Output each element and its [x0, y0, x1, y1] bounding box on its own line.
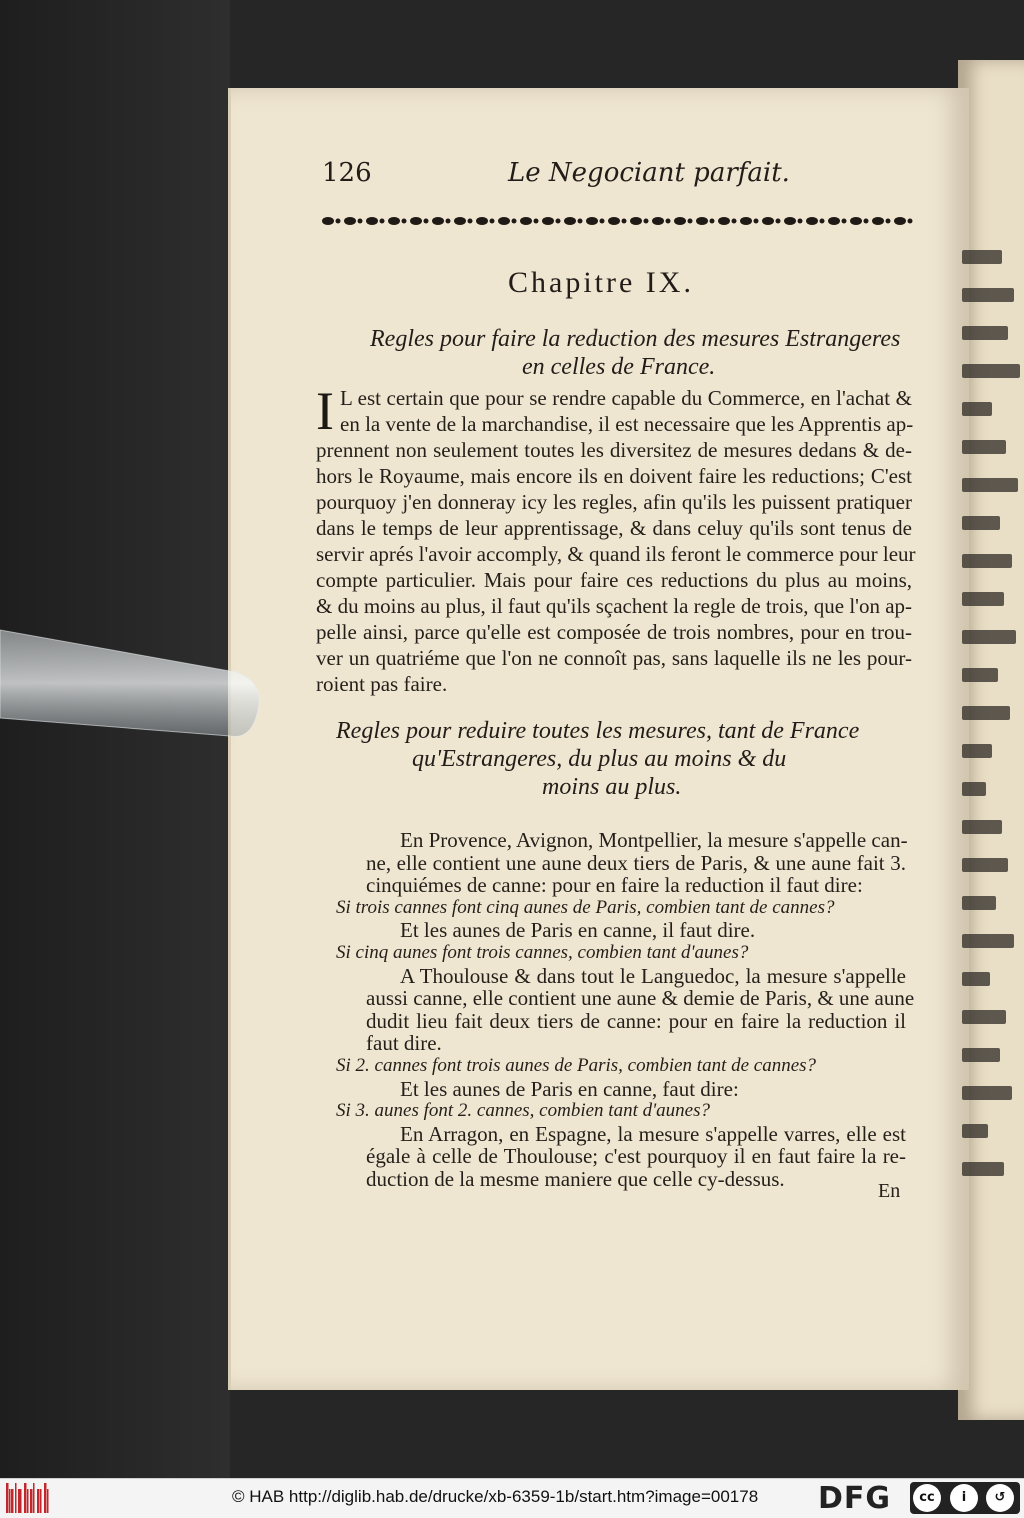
- subtitle-line-1: Regles pour faire la reduction des mesures Estrangeres: [370, 326, 901, 352]
- facing-page-text-fragment: [962, 972, 990, 986]
- intro-line: pelle ainsi, parce qu'elle est composée de trois nombres, pour en trou-: [316, 620, 912, 644]
- facing-page-text-fragment: [962, 668, 998, 682]
- facing-page-text-fragment: [962, 1086, 1012, 1100]
- cc-license-badge[interactable]: [910, 1482, 1020, 1514]
- body-line: ne, elle contient une aune deux tiers de Paris, & une aune fait 3.: [366, 850, 906, 875]
- facing-page-text-fragment: [962, 250, 1002, 264]
- facing-page-text-fragment: [962, 744, 992, 758]
- facing-page-text-fragment: [962, 1162, 1004, 1176]
- facing-page-text-fragment: [962, 402, 992, 416]
- barcode-icon: [6, 1483, 50, 1513]
- sa-label: SA: [992, 1502, 1003, 1511]
- ornament-rule: [318, 210, 918, 232]
- copyright-link[interactable]: © HAB http://diglib.hab.de/drucke/xb-6359-1b/start.htm?image=00178: [232, 1487, 759, 1506]
- body-line: duction de la mesme maniere que celle cy-dessus.: [366, 1167, 785, 1191]
- facing-page-text-fragment: [962, 364, 1020, 378]
- catchword: En: [878, 1180, 901, 1202]
- body-line: cinquiémes de canne: pour en faire la reduction il faut dire:: [366, 873, 863, 898]
- section-title-line-3: moins au plus.: [542, 774, 682, 800]
- intro-line: en la vente de la marchandise, il est necessaire que les Apprentis ap-: [340, 412, 914, 436]
- body-line: aussi canne, elle contient une aune & demie de Paris, & une aune: [366, 986, 915, 1011]
- intro-line: L est certain que pour se rendre capable du Commerce, en l'achat &: [340, 386, 912, 410]
- drop-capital: I: [316, 381, 334, 441]
- subtitle-line-2: en celles de France.: [522, 354, 716, 380]
- facing-page-text-fragment: [962, 782, 986, 796]
- footer-bar: [0, 1478, 1024, 1518]
- facing-page-text-fragment: [962, 1010, 1006, 1024]
- facing-page-text-fragment: [962, 896, 996, 910]
- facing-page-text-fragment: [962, 1048, 1000, 1062]
- facing-page-text-fragment: [962, 440, 1006, 454]
- facing-page-text-fragment: [962, 934, 1014, 948]
- example-line: Si cinq aunes font trois cannes, combien tant d'aunes?: [336, 942, 749, 963]
- body-line: faut dire.: [366, 1031, 442, 1056]
- intro-line: roient pas faire.: [316, 672, 448, 696]
- intro-line: dans le temps de leur apprentissage, & dans celuy qu'ils sont tenus de: [316, 516, 912, 540]
- facing-page-text-fragment: [962, 326, 1008, 340]
- facing-page-text-fragment: [962, 706, 1010, 720]
- by-label: BY: [956, 1502, 966, 1511]
- cc-icon: cc: [913, 1484, 941, 1512]
- running-head: Le Negociant parfait.: [508, 158, 790, 188]
- intro-line: compte particulier. Mais pour faire ces reductions du plus au moins,: [316, 568, 912, 592]
- intro-line: pourquoy j'en donneray icy les regles, afin qu'ils les puissent pratiquer: [316, 490, 912, 514]
- example-line: Si trois cannes font cinq aunes de Paris, combien tant de cannes?: [336, 896, 835, 918]
- facing-page-text-fragment: [962, 478, 1018, 492]
- intro-line: & du moins au plus, il faut qu'ils sçachent la regle de trois, que l'on ap-: [316, 594, 913, 618]
- facing-page-text-fragment: [962, 516, 1000, 530]
- body-line: En Provence, Avignon, Montpellier, la mesure s'appelle can-: [400, 828, 908, 852]
- facing-page-text-fragment: [962, 288, 1014, 302]
- chapter-heading: Chapitre IX.: [508, 266, 694, 299]
- facing-page-text-fragment: [962, 592, 1004, 606]
- sa-icon: ↺: [986, 1484, 1014, 1512]
- body-line: En Arragon, en Espagne, la mesure s'appelle varres, elle est: [400, 1121, 906, 1146]
- body-line: égale à celle de Thoulouse; c'est pourquoy il en faut faire la re-: [366, 1144, 906, 1169]
- example-line: Si 2. cannes font trois aunes de Paris, combien tant de cannes?: [336, 1055, 817, 1076]
- body-line: Et les aunes de Paris en canne, il faut dire.: [400, 918, 756, 943]
- glass-bookmark: [0, 600, 265, 750]
- body-line: dudit lieu fait deux tiers de canne: pour en faire la reduction il: [366, 1008, 906, 1033]
- by-icon: i: [950, 1484, 978, 1512]
- facing-page-text-fragment: [962, 630, 1016, 644]
- body-line: A Thoulouse & dans tout le Languedoc, la mesure s'appelle: [400, 963, 906, 988]
- facing-page-text-fragment: [962, 1124, 988, 1138]
- section-title-line-2: qu'Estrangeres, du plus au moins & du: [412, 746, 787, 772]
- intro-line: servir aprés l'avoir accomply, & quand ils feront le commerce pour leur: [316, 542, 916, 566]
- facing-page-text-fragment: [962, 554, 1012, 568]
- dfg-logo: DFG: [818, 1481, 892, 1516]
- facing-page-text-fragment: [962, 820, 1002, 834]
- body-line: Et les aunes de Paris en canne, faut dire:: [400, 1076, 739, 1101]
- intro-line: hors le Royaume, mais encore ils en doivent faire les reductions; C'est: [316, 464, 912, 488]
- facing-page-text-fragment: [962, 858, 1008, 872]
- page-number: 126: [322, 158, 372, 188]
- intro-line: ver un quatriéme que l'on ne connoît pas, sans laquelle ils ne les pour-: [316, 646, 912, 670]
- example-line: Si 3. aunes font 2. cannes, combien tant d'aunes?: [336, 1100, 710, 1122]
- intro-line: prennent non seulement toutes les diversitez de mesures dedans & de-: [316, 438, 912, 462]
- section-title-line-1: Regles pour reduire toutes les mesures, tant de France: [336, 718, 860, 744]
